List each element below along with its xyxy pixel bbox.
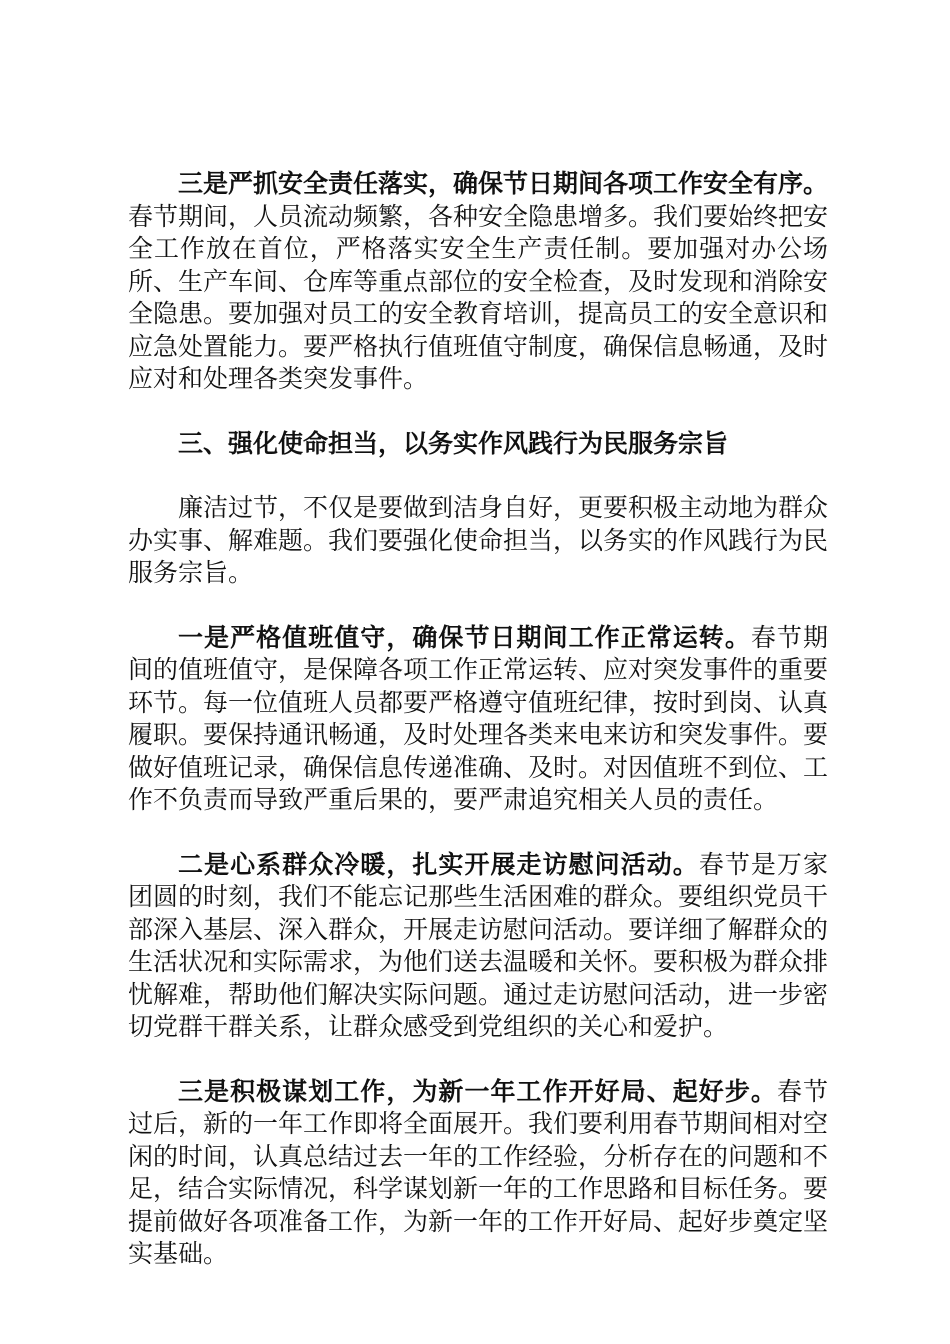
document-body: [128, 168, 828, 1303]
paragraph-duty: [128, 622, 828, 817]
paragraph-intro: [128, 492, 828, 590]
paragraph-lead: 三是积极谋划工作，为新一年工作开好局、起好步。: [178, 1076, 777, 1106]
paragraph-lead: 二是心系群众冷暖，扎实开展走访慰问活动。: [178, 849, 699, 879]
paragraph-planning: [128, 1076, 828, 1271]
paragraph-lead: 一是严格值班值守，确保节日期间工作正常运转。: [178, 622, 751, 652]
paragraph-text: 春节期间，人员流动频繁，各种安全隐患增多。我们要始终把安全工作放在首位，严格落实安全生产责任制。要加强对办公场所、生产车间、仓库等重点部位的安全检查，及时发现和消除安全隐患。要加强对员工的安全教育培训，提高员工的安全意识和应急处置能力。要严格执行值班值守制度，确保信息畅通，及时应对和处理各类突发事件。: [128, 201, 829, 393]
section-heading: 三、强化使命担当，以务实作风践行为民服务宗旨: [178, 428, 729, 458]
paragraph-text: 春节是万家团圆的时刻，我们不能忘记那些生活困难的群众。要组织党员干部深入基层、深入群众，开展走访慰问活动。要详细了解群众的生活状况和实际需求，为他们送去温暖和关怀。要积极为群众排忧解难，帮助他们解决实际问题。通过走访慰问活动，进一步密切党群干群关系，让群众感受到党组织的关心和爱护。: [128, 849, 829, 1041]
paragraph-text: 廉洁过节，不仅是要做到洁身自好，更要积极主动地为群众办实事、解难题。我们要强化使命担当，以务实的作风践行为民服务宗旨。: [128, 493, 829, 587]
paragraph-visits: [128, 849, 828, 1044]
paragraph-text: 春节期间的值班值守，是保障各项工作正常运转、应对突发事件的重要环节。每一位值班人员都要严格遵守值班纪律，按时到岗、认真履职。要保持通讯畅通，及时处理各类来电来访和突发事件。要做好值班记录，确保信息传递准确、及时。对因值班不到位、工作不负责而导致严重后果的，要严肃追究相关人员的责任。: [128, 622, 829, 814]
paragraph-safety-responsibility: [128, 168, 828, 396]
paragraph-text: 春节过后，新的一年工作即将全面展开。我们要利用春节期间相对空闲的时间，认真总结过去一年的工作经验，分析存在的问题和不足，结合实际情况，科学谋划新一年的工作思路和目标任务。要提前做好各项准备工作，为新一年的工作开好局、起好步奠定坚实基础。: [128, 1076, 829, 1268]
paragraph-lead: 三是严抓安全责任落实，确保节日期间各项工作安全有序。: [178, 169, 829, 198]
